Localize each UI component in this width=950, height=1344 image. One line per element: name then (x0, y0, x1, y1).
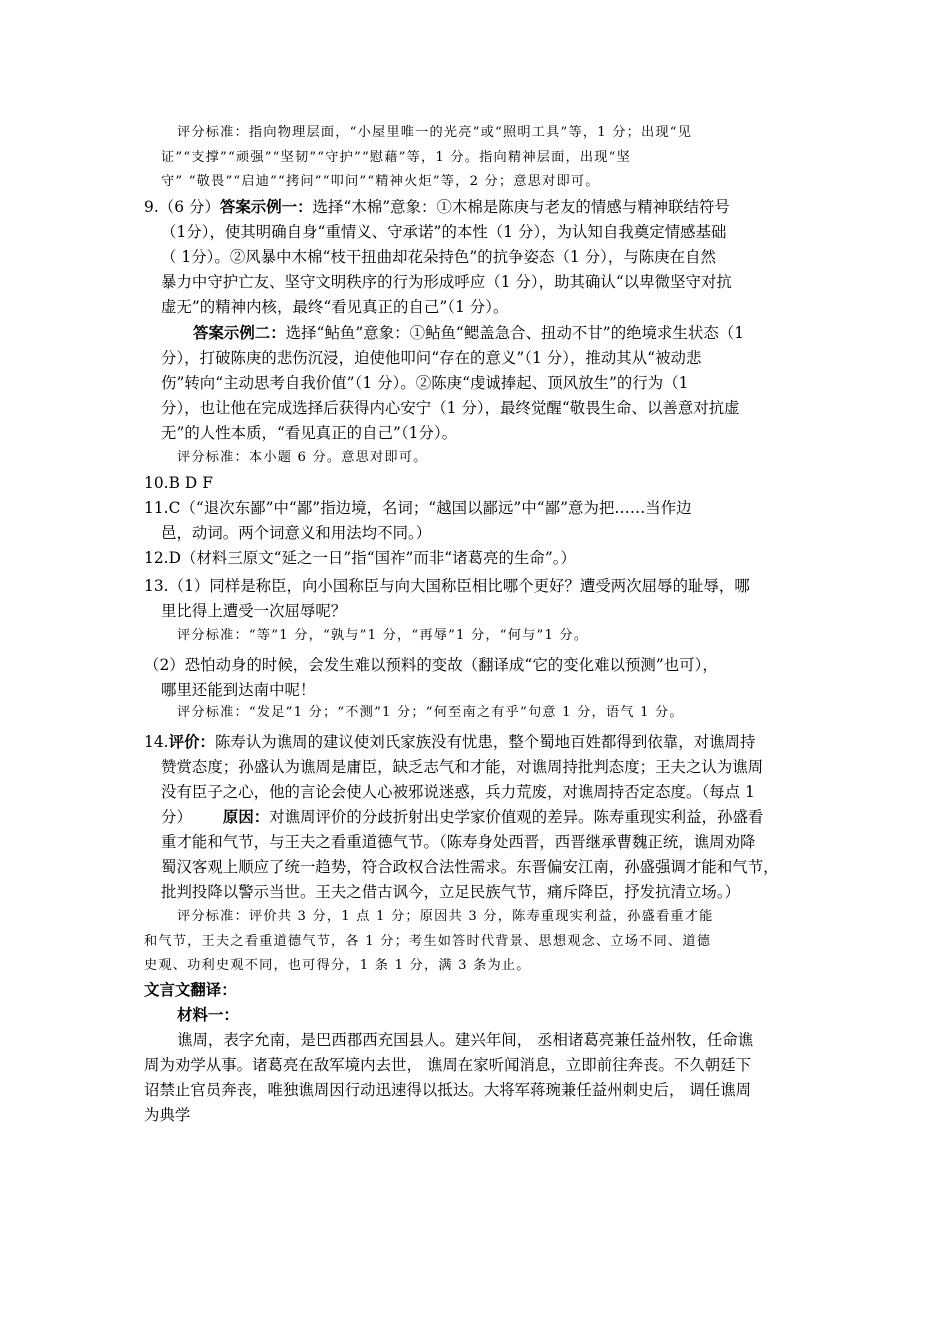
answer-text-line: 批判投降以警示当世。王夫之借古讽今，立足民族气节，痛斥降臣，抒发抗清立场。） (161, 883, 741, 901)
scoring-note-q14-cont: 和气节，王夫之看重道德气节，各 1 分；考生如答时代背景、思想观念、立场不同、道德 (144, 934, 712, 949)
scoring-note-q13-1: 评分标准：“等”1 分，“孰与”1 分，“再辱”1 分，“何与”1 分。 (177, 628, 589, 643)
section-heading-translation: 文言文翻译： (144, 981, 237, 999)
scoring-note-q9: 评分标准：本小题 6 分。意思对即可。 (177, 450, 428, 465)
answer-text-line: 分），打破陈庚的悲伤沉浸，迫使他叩问“存在的意义”（1 分），推动其从“被动悲 (161, 349, 702, 367)
answer-text-line: （ 1分）。②风暴中木棉“枝干扭曲却花朵持色”的抗争姿态（1 分），与陈庚在自然 (161, 248, 716, 266)
translation-line: 为典学 (144, 1106, 191, 1124)
answer-text-line: 蜀汉客观上顺应了统一趋势，符合政权合法性需求。东晋偏安江南，孙盛强调才能和气节， (161, 858, 779, 876)
answer-text-line: 伤”转向“主动思考自我价值”（1 分）。②陈庚“虔诚捧起、顶风放生”的行为（1 (161, 374, 689, 392)
answer-text-line: 暴力中守护亡友、坚守文明秩序的行为形成呼应（1 分），助其确认“以卑微坚守对抗 (161, 273, 732, 291)
scoring-note-q14: 评分标准：评价共 3 分，1 点 1 分；原因共 3 分，陈寿重现实利益，孙盛看重才能 (177, 909, 714, 924)
answer-text: 选择“鲇鱼”意象：①鲇鱼“鳃盖急合、扭动不甘”的绝境求生状态（1 (285, 324, 745, 342)
answer-q11: 11.C（“退次东鄙”中“鄙”指边境，名词；“越国以鄙远”中“鄙”意为把……当作边 (144, 499, 692, 517)
answer-text: 对谯周评价的分歧折射出史学家价值观的差异。陈寿重现实利益，孙盛看 (269, 808, 764, 826)
answer-text-line: 没有臣子之心，他的言论会使人心被邪说迷惑，兵力荒废，对谯周持否定态度。（每点 1 (161, 783, 755, 801)
scoring-note-q14-cont: 史观、功利史观不同，也可得分，1 条 1 分，满 3 条为止。 (144, 958, 531, 973)
answer-example-two-line (193, 326, 744, 341)
scoring-note-q8: 评分标准：指向物理层面，“小屋里唯一的光亮”或“照明工具”等，1 分；出现“见 (177, 125, 693, 140)
evaluation-label: 评价： (168, 733, 215, 751)
answer-text: 陈寿认为谯周的建议使刘氏家族没有忧患，整个蜀地百姓都得到依靠，对谯周持 (214, 733, 756, 751)
answer-q13-1: 13.（1）同样是称臣，向小国称臣与向大国称臣相比哪个更好？遭受两次屈辱的耻辱，哪 (144, 577, 750, 595)
scoring-note-q13-2: 评分标准：“发足”1 分；“不测”1 分；“何至南之有乎”句意 1 分，语气 1 分。 (177, 705, 684, 720)
translation-line: 周为劝学从事。诸葛亮在敌军境内去世， 谯周在家听闻消息，立即前往奔丧。不久朝廷下 (144, 1056, 752, 1074)
answer-example-label: 答案示例二： (193, 324, 286, 342)
answer-q10: 10.B D F (144, 474, 213, 492)
answer-text-line: 里比得上遭受一次屈辱呢？ (161, 602, 347, 620)
answer-example-label: 答案示例一： (219, 198, 313, 216)
answer-text-line: 无”的人性本质，“看见真正的自己”（1分）。 (161, 424, 458, 442)
answer-text-line: 赞赏态度；孙盛认为谯周是庸臣，缺乏志气和才能，对谯周持批判态度；王夫之认为谯周 (161, 758, 764, 776)
answer-text-line: 重才能和气节，与王夫之看重道德气节。（陈寿身处西晋，西晋继承曹魏正统，谯周劝降 (161, 833, 756, 851)
material-one-heading: 材料一： (177, 1006, 239, 1024)
answer-q12: 12.D（材料三原文“延之一日”指“国祚”而非“诸葛亮的生命”。） (144, 549, 576, 567)
answer-text-line: 哪里还能到达南中呢！ (161, 681, 316, 699)
answer-text-line: （1分），使其明确自身“重情义、守承诺”的本性（1 分），为认知自我奠定情感基础 (161, 223, 727, 241)
question-number: 9.（6 分） (144, 198, 220, 216)
reason-label: 原因： (222, 808, 270, 826)
question-number: 14. (144, 733, 169, 751)
translation-line: 谯周，表字允南，是巴西郡西充国县人。建兴年间， 丞相诸葛亮兼任益州牧，任命谯 (177, 1031, 754, 1049)
answer-q14-line (144, 735, 755, 750)
answer-q13-2: （2）恐怕动身的时候，会发生难以预料的变故（翻译成“它的变化难以预测”也可）， (144, 656, 718, 674)
scoring-note-q8-cont: 守” “敬畏”“启迪”“拷问”“叩问”“精神火炬”等，2 分；意思对即可。 (161, 174, 600, 189)
scoring-note-q8-cont: 证”“支撑”“顽强”“坚韧”“守护”“慰藉”等，1 分。指向精神层面，出现“坚 (161, 150, 631, 165)
answer-q9-line (144, 200, 730, 215)
answer-text: 选择“木棉”意象：①木棉是陈庚与老友的情感与精神联结符号 (312, 198, 730, 216)
answer-text-line: 分），也让他在完成选择后获得内心安宁（1 分），最终觉醒“敬畏生命、以善意对抗虚 (161, 399, 740, 417)
translation-line: 诏禁止官员奔丧，唯独谯周因行动迅速得以抵达。大将军蒋琬兼任益州刺史后， 调任谯周 (144, 1081, 752, 1099)
answer-text-line: 虚无”的精神内核，最终“看见真正的自己”（1 分）。 (161, 298, 509, 316)
answer-reason-line: 分） 原因：对谯周评价的分歧折射出史学家价值观的差异。陈寿重现实利益，孙盛看 (161, 808, 764, 826)
answer-text-line: 邑，动词。两个词意义和用法均不同。） (161, 524, 432, 542)
